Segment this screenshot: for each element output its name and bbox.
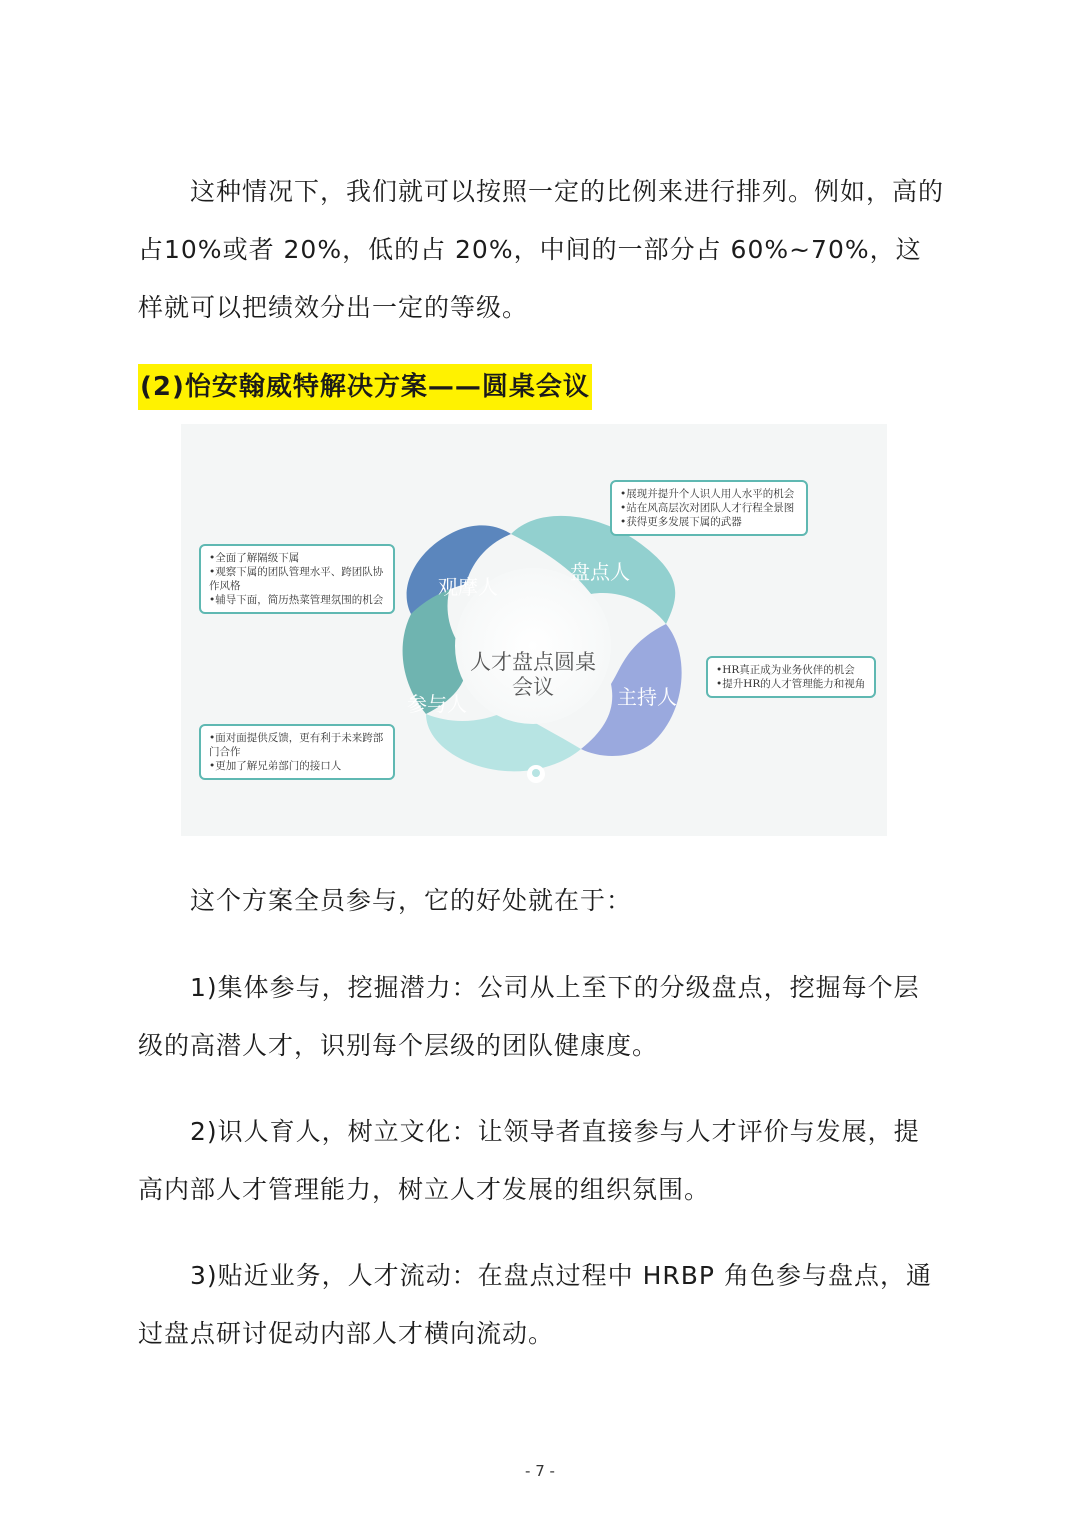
paragraph-benefit-3: 3)贴近业务，人才流动：在盘点过程中 HRBP 角色参与盘点，通过盘点研讨促动内部人才横向流动。 (138, 1261, 932, 1348)
label-pandianren: 盘点人 (570, 560, 630, 584)
page-number: - 7 - (525, 1462, 555, 1480)
round-table-diagram (181, 424, 887, 836)
diagram-center-line1: 人才盘点圆桌 (470, 650, 596, 674)
label-guanmoren: 观摩人 (438, 575, 498, 599)
paragraph-benefit-2: 2)识人育人，树立文化：让领导者直接参与人才评价与发展，提高内部人才管理能力，树立人才发展的组织氛围。 (138, 1117, 920, 1204)
callout-pandianren: •展现并提升个人识人用人水平的机会 •站在风高层次对团队人才行程全景图 •获得更多发展下属的武器 (610, 480, 808, 536)
paragraph-ranking: 这种情况下，我们就可以按照一定的比例来进行排列。例如，高的占10%或者 20%，低的占 20%，中间的一部分占 60%~70%，这样就可以把绩效分出一定的等级。 (138, 177, 945, 322)
paragraph-benefit-1: 1)集体参与，挖掘潜力：公司从上至下的分级盘点，挖掘每个层级的高潜人才，识别每个层级的团队健康度。 (138, 973, 920, 1060)
callout-zhuchiren: •HR真正成为业务伙伴的机会 •提升HR的人才管理能力和视角 (706, 656, 876, 698)
label-zhuchiren: 主持人 (617, 685, 677, 709)
diagram-center-line2: 会议 (512, 675, 554, 699)
paragraph-benefits-intro: 这个方案全员参与，它的好处就在于： (190, 886, 633, 915)
callout-canyuren: •面对面提供反馈，更有利于未来跨部门合作 •更加了解兄弟部门的接口人 (199, 724, 395, 780)
label-canyuren: 参与人 (407, 692, 467, 716)
callout-guanmoren: •全面了解隔级下属 •观察下属的团队管理水平、跨团队协作风格 •辅导下面，简历热菜管理氛围的机会 (199, 544, 395, 614)
head-icon (527, 765, 545, 783)
section-heading: (2)怡安翰威特解决方案——圆桌会议 (138, 364, 592, 410)
